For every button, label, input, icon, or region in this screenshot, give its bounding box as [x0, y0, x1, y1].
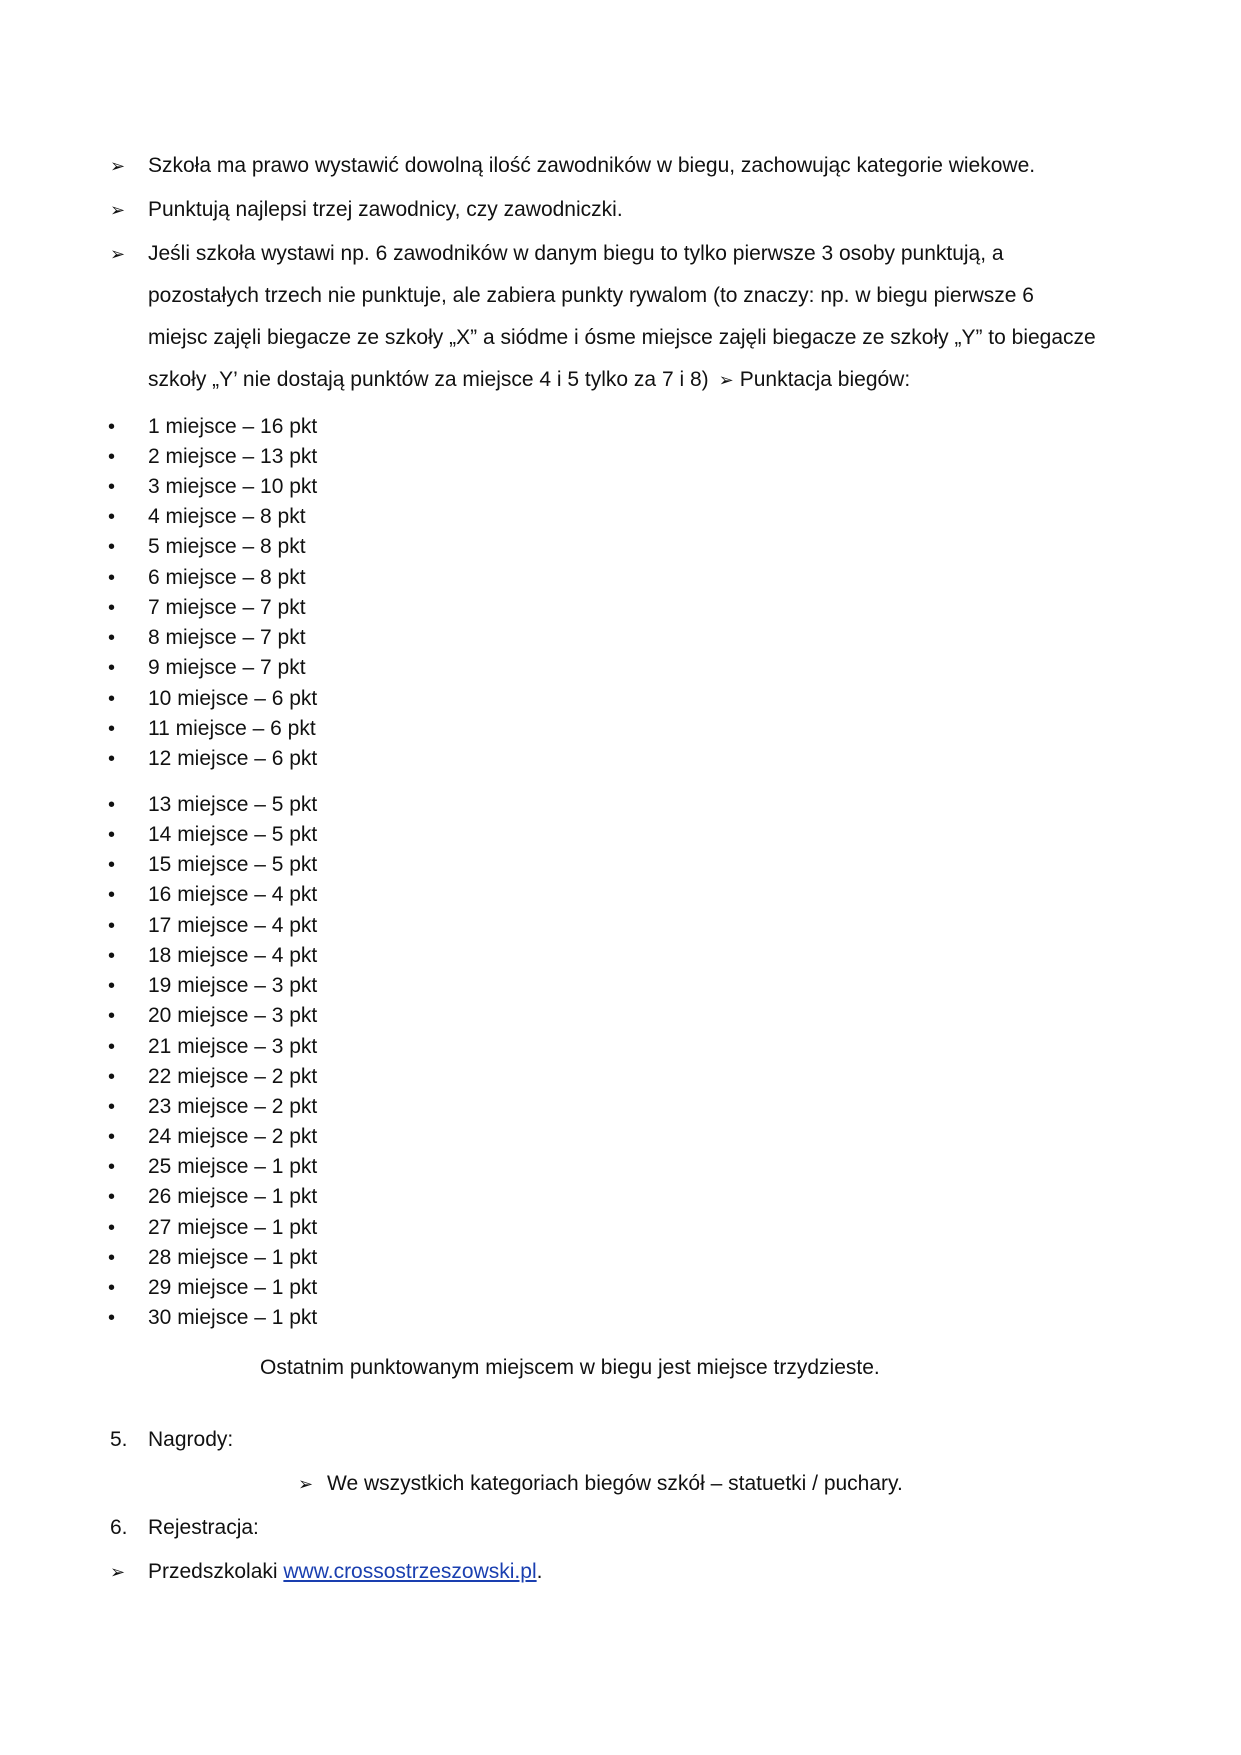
bullet-icon: •	[108, 1156, 116, 1178]
rule-3-line-2: pozostałych trzech nie punktuje, ale zabiera punkty rywalom (to znaczy: np. w biegu pierwsze 6	[148, 284, 1034, 307]
bullet-icon: •	[108, 597, 116, 619]
rule-3-line-4	[148, 366, 910, 394]
list-item: 16 miejsce – 4 pkt	[148, 883, 318, 906]
registration-link[interactable]: www.crossostrzeszowski.pl	[283, 1560, 537, 1583]
list-item: 3 miejsce – 10 pkt	[148, 475, 318, 498]
list-item: 7 miejsce – 7 pkt	[148, 596, 306, 619]
rule-3-line-4-text: szkoły „Y’ nie dostają punktów za miejsce 4 i 5 tylko za 7 i 8)	[148, 368, 709, 391]
bullet-icon: •	[108, 1247, 116, 1269]
bullet-icon: •	[108, 854, 116, 876]
bullet-icon: •	[108, 446, 116, 468]
list-item: 30 miejsce – 1 pkt	[148, 1306, 318, 1329]
bullet-icon: •	[108, 718, 116, 740]
list-item: 10 miejsce – 6 pkt	[148, 687, 318, 710]
list-item: 23 miejsce – 2 pkt	[148, 1095, 318, 1118]
bullet-icon: •	[108, 1096, 116, 1118]
list-item: 26 miejsce – 1 pkt	[148, 1185, 318, 1208]
bullet-icon: •	[108, 884, 116, 906]
bullet-icon: •	[108, 506, 116, 528]
list-item: 1 miejsce – 16 pkt	[148, 415, 318, 438]
bullet-icon: •	[108, 476, 116, 498]
list-item: 12 miejsce – 6 pkt	[148, 747, 318, 770]
list-item: 18 miejsce – 4 pkt	[148, 944, 318, 967]
list-item: 25 miejsce – 1 pkt	[148, 1155, 318, 1178]
list-item: 8 miejsce – 7 pkt	[148, 626, 306, 649]
list-item: 14 miejsce – 5 pkt	[148, 823, 318, 846]
section-6-number: 6.	[110, 1516, 128, 1539]
bullet-icon: •	[108, 536, 116, 558]
list-item: 28 miejsce – 1 pkt	[148, 1246, 318, 1269]
list-item: 5 miejsce – 8 pkt	[148, 535, 306, 558]
list-item: 6 miejsce – 8 pkt	[148, 566, 306, 589]
list-item: 24 miejsce – 2 pkt	[148, 1125, 318, 1148]
bullet-icon: •	[108, 567, 116, 589]
bullet-icon: •	[108, 627, 116, 649]
arrow-bullet-icon: ➢	[110, 200, 126, 220]
list-item: 22 miejsce – 2 pkt	[148, 1065, 318, 1088]
rule-1: Szkoła ma prawo wystawić dowolną ilość zawodników w biegu, zachowując kategorie wiekowe.	[148, 154, 1036, 177]
list-item: 17 miejsce – 4 pkt	[148, 914, 318, 937]
bullet-icon: •	[108, 416, 116, 438]
bullet-icon: •	[108, 945, 116, 967]
arrow-bullet-icon: ➢	[718, 370, 734, 390]
bullet-icon: •	[108, 915, 116, 937]
arrow-bullet-icon: ➢	[110, 1562, 126, 1582]
bullet-icon: •	[108, 1277, 116, 1299]
list-item: 21 miejsce – 3 pkt	[148, 1035, 318, 1058]
rule-3-line-3: miejsc zajęli biegacze ze szkoły „X” a siódme i ósme miejsce zajęli biegacze ze szkoły „Y” to biegacze	[148, 326, 1096, 349]
section-6-item-prefix: Przedszkolaki	[148, 1560, 284, 1583]
list-item: 9 miejsce – 7 pkt	[148, 656, 306, 679]
arrow-bullet-icon: ➢	[110, 244, 126, 264]
list-item: 19 miejsce – 3 pkt	[148, 974, 318, 997]
section-5-title: Nagrody:	[148, 1428, 234, 1451]
bullet-icon: •	[108, 975, 116, 997]
bullet-icon: •	[108, 1307, 116, 1329]
arrow-bullet-icon: ➢	[298, 1474, 314, 1494]
bullet-icon: •	[108, 794, 116, 816]
list-item: 4 miejsce – 8 pkt	[148, 505, 306, 528]
bullet-icon: •	[108, 1186, 116, 1208]
list-item: 13 miejsce – 5 pkt	[148, 793, 318, 816]
arrow-bullet-icon: ➢	[110, 156, 126, 176]
bullet-icon: •	[108, 1066, 116, 1088]
section-6-item	[148, 1558, 542, 1586]
last-place-note: Ostatnim punktowanym miejscem w biegu jest miejsce trzydzieste.	[260, 1356, 880, 1379]
list-item: 20 miejsce – 3 pkt	[148, 1004, 318, 1027]
list-item: 11 miejsce – 6 pkt	[148, 717, 316, 740]
bullet-icon: •	[108, 1036, 116, 1058]
bullet-icon: •	[108, 748, 116, 770]
rule-2: Punktują najlepsi trzej zawodnicy, czy zawodniczki.	[148, 198, 623, 221]
bullet-icon: •	[108, 688, 116, 710]
list-item: 27 miejsce – 1 pkt	[148, 1216, 318, 1239]
rule-3-line-1: Jeśli szkoła wystawi np. 6 zawodników w danym biegu to tylko pierwsze 3 osoby punktują, a	[148, 242, 1004, 265]
bullet-icon: •	[108, 1005, 116, 1027]
section-5-item: We wszystkich kategoriach biegów szkół – statuetki / puchary.	[327, 1472, 903, 1495]
bullet-icon: •	[108, 1126, 116, 1148]
bullet-icon: •	[108, 657, 116, 679]
section-6-title: Rejestracja:	[148, 1516, 259, 1539]
bullet-icon: •	[108, 1217, 116, 1239]
section-5-number: 5.	[110, 1428, 128, 1451]
list-item: 15 miejsce – 5 pkt	[148, 853, 318, 876]
bullet-icon: •	[108, 824, 116, 846]
section-6-item-suffix: .	[536, 1560, 543, 1583]
scoring-heading: Punktacja biegów:	[739, 368, 911, 391]
list-item: 2 miejsce – 13 pkt	[148, 445, 318, 468]
list-item: 29 miejsce – 1 pkt	[148, 1276, 318, 1299]
